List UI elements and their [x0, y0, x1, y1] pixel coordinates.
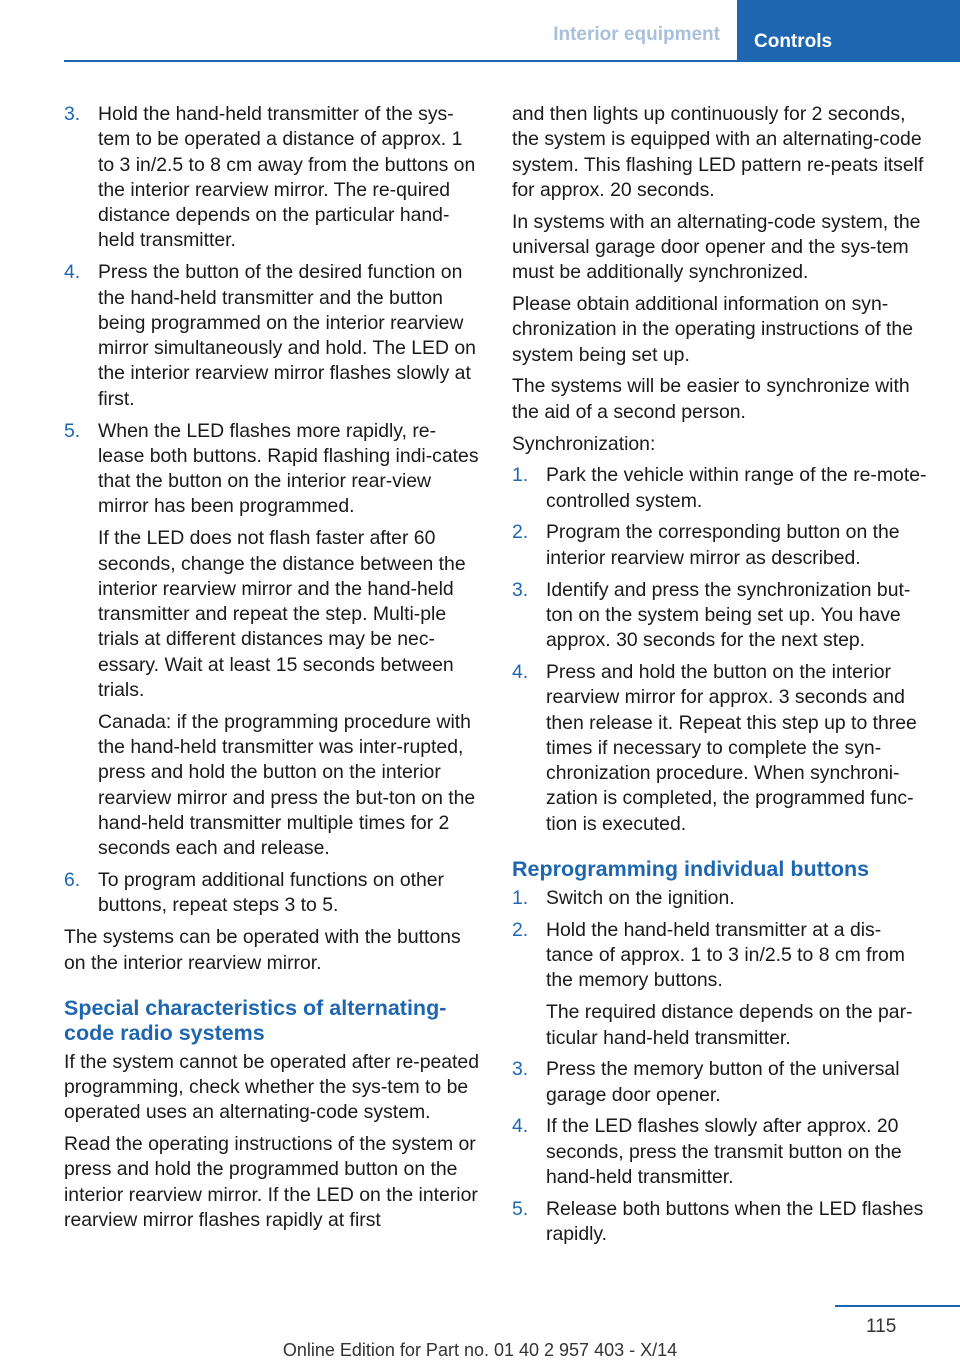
paragraph: and then lights up continuously for 2 seconds, the system is equipped with an alternating-code system. This flashing LED pattern re-peats itself for approx. 20 seconds. [512, 103, 924, 201]
section-heading: Reprogramming individual buttons [512, 857, 870, 882]
paragraph: Please obtain additional information on syn-chronization in the operating instructions of the system being set up. [512, 293, 913, 366]
paragraph: In systems with an alternating-code system, the universal garage door opener and the sys-tem must be additionally synchronized. [512, 210, 921, 284]
step-number: 2. [512, 521, 529, 544]
left-column [64, 102, 479, 1240]
step-number: 3. [512, 1058, 529, 1081]
paragraph: The systems can be operated with the buttons on the interior rearview mirror. [64, 926, 461, 974]
list-item [64, 419, 479, 862]
step-number: 5. [512, 1197, 529, 1220]
list-item [512, 660, 927, 837]
list-item [512, 1197, 927, 1248]
step-number: 4. [512, 660, 529, 683]
step-number: 2. [512, 918, 529, 941]
step-number: 5. [64, 419, 81, 442]
list-item [512, 463, 927, 514]
synchronization-steps-list [512, 463, 927, 837]
list-item [512, 1057, 927, 1108]
paragraph: Read the operating instructions of the system or press and hold the programmed button on the interior rearview mirror. If the LED on the interior rearview mirror flashes rapidly at first [64, 1133, 478, 1232]
right-column [512, 102, 927, 1254]
step-text: Press and hold the button on the interior rearview mirror for approx. 3 seconds and then release it. Repeat this step up to three times if necessary to complete the syn-chronization procedure. When synchroni-zation is completed, the programmed func-tion is executed. [546, 660, 917, 835]
step-text: When the LED flashes more rapidly, re-lease both buttons. Rapid flashing indi-cates that the button on the interior rear-view mirror has been programmed. [98, 419, 479, 518]
step-text: Hold the hand-held transmitter of the sys-tem to be operated a distance of approx. 1 to 3 in/2.5 to 8 cm away from the buttons on the interior rearview mirror. The re-quired distance depends on the particular hand-held transmitter. [98, 103, 476, 252]
chapter-tab: Controls [737, 0, 960, 62]
step-text: If the LED does not flash faster after 60 seconds, change the distance between the interior rearview mirror and the hand-held transmitter and repeat the step. Multi-ple trials at different distances may be nec-essary. Wait at least 15 seconds between trials. [98, 527, 466, 702]
step-text: Press the memory button of the universal garage door opener. [546, 1058, 900, 1106]
section-title: Interior equipment [553, 24, 720, 45]
step-text: Program the corresponding button on the interior rearview mirror as described. [546, 521, 900, 569]
paragraph: If the system cannot be operated after re-peated programming, check whether the sys-tem to be operated uses an alternating-code system. [64, 1050, 479, 1124]
paragraph: Synchronization: [512, 432, 656, 455]
programming-steps-list [64, 102, 479, 919]
section-heading: Special characteristics of alternating-code radio systems [64, 995, 447, 1045]
page-header [0, 0, 960, 62]
step-number: 4. [512, 1115, 529, 1138]
step-text: To program additional functions on other buttons, repeat steps 3 to 5. [98, 869, 445, 917]
step-text: Release both buttons when the LED flashes rapidly. [546, 1197, 924, 1246]
step-number: 3. [64, 103, 81, 125]
step-text: Canada: if the programming procedure with the hand-held transmitter was inter-rupted, press and hold the button on the interior rearview mirror and press the but-ton on the hand-held transmitter multiple times for 2 seconds each and release. [98, 710, 476, 860]
list-item [512, 520, 927, 571]
list-item [512, 1114, 927, 1190]
step-number: 1. [512, 464, 529, 487]
list-item [512, 886, 927, 911]
step-text: If the LED flashes slowly after approx. 20 seconds, press the transmit button on the hand-held transmitter. [546, 1115, 902, 1188]
step-text: The required distance depends on the par-ticular hand-held transmitter. [546, 1001, 913, 1049]
step-number: 1. [512, 887, 529, 910]
list-item [64, 102, 479, 254]
reprogramming-steps-list [512, 886, 927, 1247]
step-text: Identify and press the synchronization but-ton on the system being set up. You have approx. 30 seconds for the next step. [546, 578, 911, 652]
footer-rule [835, 1305, 960, 1307]
step-text: Park the vehicle within range of the re-mote-controlled system. [546, 464, 927, 512]
list-item [512, 918, 927, 1051]
list-item [512, 578, 927, 654]
step-number: 3. [512, 578, 529, 601]
header-rule [64, 60, 737, 62]
step-text: Hold the hand-held transmitter at a dis-tance of approx. 1 to 3 in/2.5 to 8 cm from the memory buttons. [546, 918, 905, 992]
list-item [64, 868, 479, 919]
step-text: Switch on the ignition. [546, 887, 735, 910]
step-number: 6. [64, 869, 81, 892]
edition-footer: Online Edition for Part no. 01 40 2 957 403 - X/14 [282, 1340, 678, 1360]
list-item [64, 260, 479, 412]
page-number: 115 [866, 1316, 897, 1337]
paragraph: The systems will be easier to synchronize with the aid of a second person. [512, 375, 910, 423]
step-number: 4. [64, 261, 81, 284]
step-text: Press the button of the desired function on the hand-held transmitter and the button being programmed on the interior rearview mirror simultaneously and hold. The LED on the interior rearview mirror flashes slowly at first. [98, 261, 476, 410]
